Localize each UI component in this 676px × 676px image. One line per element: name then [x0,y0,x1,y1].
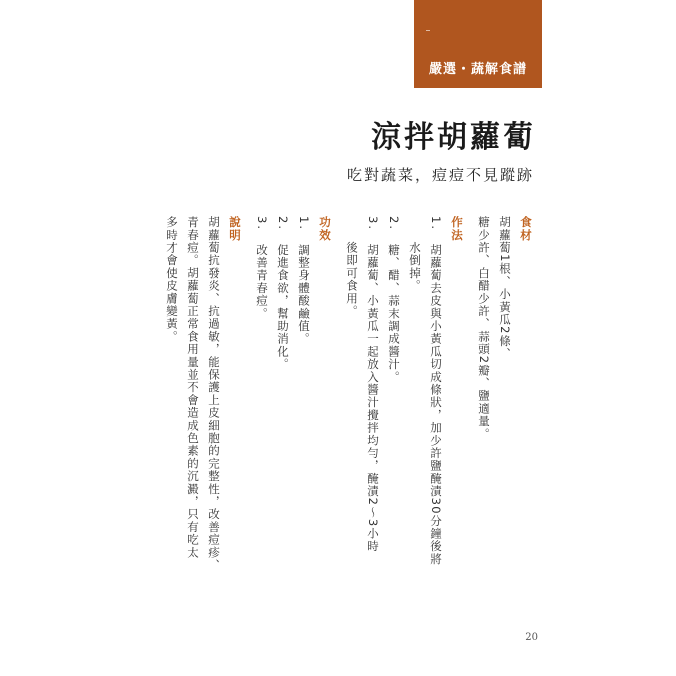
method-heading: 作法 [450,216,464,242]
section-tab [414,0,542,88]
step-text: 胡蘿蔔、小黃瓜一起放入醬汁攪拌均勻，醃漬2～3小時 [366,243,380,553]
item-text: 改善青春痘。 [255,243,269,320]
recipe-body [161,216,536,636]
item-number: 2. [276,216,290,231]
ingredients-line: 胡蘿蔔1根、小黃瓜2條、 [498,216,512,361]
page-number: 20 [525,632,538,643]
tab-decoration [426,30,430,31]
benefits-heading: 功效 [318,216,332,242]
item-number: 3. [255,216,269,231]
ingredients-heading: 食材 [519,216,533,242]
item-text: 調整身體酸鹼值。 [297,243,311,346]
step-number: 1. [429,216,443,231]
step-number: 3. [366,216,380,231]
notes-line: 青春痘。胡蘿蔔正常食用量並不會造成色素的沉澱，只有吃太 [186,216,200,559]
recipe-subtitle: 吃對蔬菜，痘痘不見蹤跡 [346,166,534,184]
benefit-item [293,216,314,636]
method-step [425,216,446,636]
item-number: 1. [297,216,311,231]
benefit-item [251,216,272,636]
notes-line: 胡蘿蔔抗發炎、抗過敏，能保護上皮細胞的完整性，改善痘疹、 [207,216,221,572]
step-text: 胡蘿蔔去皮與小黃瓜切成條狀，加少許鹽醃漬30分鐘後將 [429,243,443,566]
recipe-title: 涼拌胡蘿蔔 [371,120,536,155]
section-tab-label: 嚴選・蔬解食譜 [428,62,527,77]
notes-heading: 說明 [228,216,242,242]
benefit-item [272,216,293,636]
notes-line: 多時才會使皮膚變黃。 [165,216,179,343]
method-step [362,216,383,636]
step-text: 後即可食用。 [345,241,359,318]
method-step-continuation [404,216,425,636]
method-step-continuation [341,216,362,636]
step-text: 水倒掉。 [408,241,422,293]
ingredients-line: 糖少許、白醋少許、蒜頭2瓣、鹽適量。 [477,216,491,441]
step-number: 2. [387,216,401,231]
item-text: 促進食欲，幫助消化。 [276,243,290,371]
method-step [383,216,404,636]
step-text: 糖、醋、蒜末調成醬汁。 [387,243,401,384]
